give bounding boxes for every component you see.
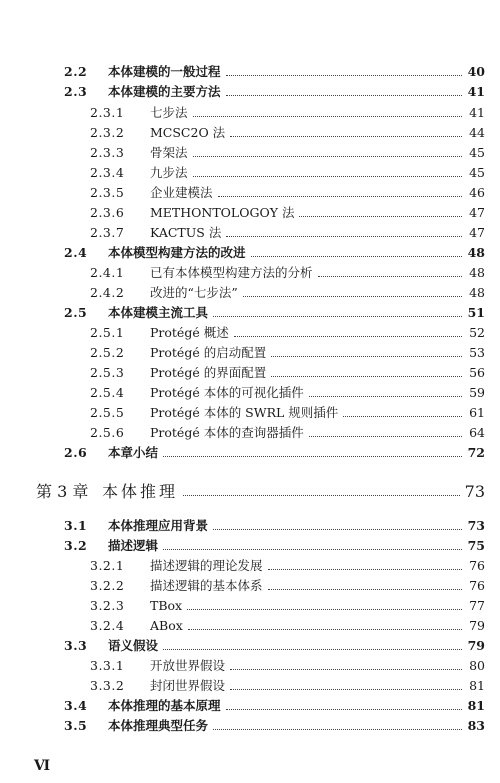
toc-entry-page: 40 bbox=[467, 64, 485, 79]
toc-leader-dots bbox=[226, 74, 462, 76]
toc-leader-dots bbox=[299, 215, 462, 217]
toc-entry-number: 3.3.1 bbox=[90, 658, 125, 673]
toc-leader-dots bbox=[251, 255, 462, 257]
toc-leader-dots bbox=[193, 115, 462, 117]
toc-entry-page: 45 bbox=[469, 145, 485, 160]
toc-entry bbox=[64, 694, 485, 714]
toc-leader-dots bbox=[243, 295, 462, 297]
toc-entry bbox=[90, 594, 485, 614]
toc-entry bbox=[90, 201, 485, 221]
toc-entry-page: 80 bbox=[469, 658, 485, 673]
toc-leader-dots bbox=[226, 235, 462, 237]
page-number-roman: Ⅵ bbox=[34, 758, 51, 774]
toc-leader-dots bbox=[193, 175, 462, 177]
toc-entry-page: 81 bbox=[469, 678, 485, 693]
toc-leader-dots bbox=[183, 494, 460, 496]
toc-entry-title: Protégé 的界面配置 bbox=[150, 365, 267, 380]
toc-entry-page: 56 bbox=[469, 365, 485, 380]
toc-entry-title: 本体建模的一般过程 bbox=[108, 64, 221, 79]
toc-entry-number: 2.2 bbox=[64, 64, 88, 79]
toc-entry-title: 本体推理的基本原理 bbox=[108, 698, 221, 713]
toc-entry bbox=[64, 60, 485, 80]
toc-entry-title: 封闭世界假设 bbox=[150, 678, 226, 693]
toc-entry-number: 2.5.2 bbox=[90, 345, 125, 360]
toc-entry bbox=[64, 241, 485, 261]
toc-entry-title: 描述逻辑的理论发展 bbox=[150, 558, 263, 573]
toc-entry-page: 48 bbox=[467, 245, 485, 260]
toc-entry-title: 语义假设 bbox=[108, 638, 159, 653]
toc-entry-number: 3.3.2 bbox=[90, 678, 125, 693]
toc-leader-dots bbox=[213, 728, 462, 730]
toc-entry-title: Protégé 的启动配置 bbox=[150, 345, 267, 360]
toc-entry-page: 51 bbox=[467, 305, 485, 320]
toc-entry-number: 2.3.2 bbox=[90, 125, 125, 140]
toc-entry-title: 改进的“七步法” bbox=[150, 285, 238, 300]
toc-entry-number: 2.5.6 bbox=[90, 425, 125, 440]
toc-entry bbox=[90, 141, 485, 161]
toc-entry-title: Protégé 本体的 SWRL 规则插件 bbox=[150, 405, 339, 420]
toc-entry-page: 53 bbox=[469, 345, 485, 360]
toc-leader-dots bbox=[343, 415, 462, 417]
toc-entry-number: 2.3.6 bbox=[90, 205, 125, 220]
toc-entry-number: 2.4 bbox=[64, 245, 88, 260]
toc-leader-dots bbox=[226, 94, 462, 96]
toc-entry-page: 52 bbox=[469, 325, 485, 340]
toc-entry-title: 本体建模的主要方法 bbox=[108, 84, 221, 99]
toc-entry-page: 48 bbox=[469, 265, 485, 280]
toc-entry-page: 64 bbox=[469, 425, 485, 440]
toc-entry-title: TBox bbox=[150, 598, 183, 613]
toc-entry-number: 3.2.4 bbox=[90, 618, 125, 633]
toc-entry-page: 77 bbox=[469, 598, 485, 613]
toc-entry bbox=[90, 221, 485, 241]
toc-entry-number: 3.2.1 bbox=[90, 558, 125, 573]
toc-leader-dots bbox=[218, 195, 462, 197]
toc-chapter-entry bbox=[36, 474, 485, 500]
toc-entry-title: METHONTOLOGOY 法 bbox=[150, 205, 295, 220]
toc-entry-page: 45 bbox=[469, 165, 485, 180]
toc-entry bbox=[90, 654, 485, 674]
toc-leader-dots bbox=[193, 155, 462, 157]
toc-entry-number: 第 3 章 bbox=[36, 482, 89, 501]
toc-entry-number: 2.3 bbox=[64, 84, 88, 99]
toc-entry-number: 2.6 bbox=[64, 445, 88, 460]
toc-entry-number: 3.2.3 bbox=[90, 598, 125, 613]
toc-leader-dots bbox=[268, 568, 462, 570]
toc-entry-title: 本体推理应用背景 bbox=[108, 518, 209, 533]
toc-entry bbox=[64, 634, 485, 654]
toc-entry-title: Protégé 本体的可视化插件 bbox=[150, 385, 304, 400]
toc-entry-number: 2.5 bbox=[64, 305, 88, 320]
toc-entry bbox=[90, 401, 485, 421]
toc-entry bbox=[90, 674, 485, 694]
toc-leader-dots bbox=[268, 588, 462, 590]
toc-entry-title: MCSC2O 法 bbox=[150, 125, 226, 140]
toc-entry bbox=[90, 381, 485, 401]
toc-leader-dots bbox=[271, 355, 462, 357]
toc-entry-page: 79 bbox=[467, 638, 485, 653]
toc-entry-title: 本体模型构建方法的改进 bbox=[108, 245, 246, 260]
toc-entry-page: 81 bbox=[467, 698, 485, 713]
toc-leader-dots bbox=[226, 708, 462, 710]
toc-leader-dots bbox=[318, 275, 462, 277]
toc-leader-dots bbox=[163, 648, 462, 650]
toc-entry-number: 2.3.1 bbox=[90, 105, 125, 120]
toc-leader-dots bbox=[230, 135, 462, 137]
toc-entry bbox=[90, 181, 485, 201]
toc-leader-dots bbox=[309, 435, 462, 437]
toc-entry bbox=[90, 281, 485, 301]
toc-entry-title: 开放世界假设 bbox=[150, 658, 226, 673]
toc-entry bbox=[90, 361, 485, 381]
toc-entry-title: 九步法 bbox=[150, 165, 188, 180]
toc-entry-title: 本体推理典型任务 bbox=[108, 718, 209, 733]
toc-entry-title: 描述逻辑的基本体系 bbox=[150, 578, 263, 593]
toc-entry-page: 47 bbox=[469, 225, 485, 240]
toc-entry-number: 2.4.2 bbox=[90, 285, 125, 300]
toc-entry bbox=[90, 101, 485, 121]
toc-entry-number: 2.5.3 bbox=[90, 365, 125, 380]
toc-leader-dots bbox=[188, 628, 462, 630]
toc-entry bbox=[90, 554, 485, 574]
toc-entry bbox=[90, 574, 485, 594]
toc-entry bbox=[90, 261, 485, 281]
toc-entry-page: 72 bbox=[467, 445, 485, 460]
toc-entry-page: 76 bbox=[469, 558, 485, 573]
toc-entry-page: 61 bbox=[469, 405, 485, 420]
toc-entry-number: 3.1 bbox=[64, 518, 88, 533]
toc-leader-dots bbox=[187, 608, 462, 610]
toc-entry bbox=[90, 121, 485, 141]
toc-entry bbox=[64, 441, 485, 461]
toc-leader-dots bbox=[234, 335, 462, 337]
toc-leader-dots bbox=[309, 395, 462, 397]
toc-leader-dots bbox=[271, 375, 462, 377]
toc-entry-number: 3.2.2 bbox=[90, 578, 125, 593]
toc-leader-dots bbox=[213, 315, 462, 317]
toc-entry bbox=[64, 534, 485, 554]
toc-entry-page: 75 bbox=[467, 538, 485, 553]
toc-entry bbox=[64, 80, 485, 100]
toc-entry-title: 本体建模主流工具 bbox=[108, 305, 209, 320]
toc-entry-title: 骨架法 bbox=[150, 145, 188, 160]
toc-entry-page: 76 bbox=[469, 578, 485, 593]
toc-entry-number: 3.4 bbox=[64, 698, 88, 713]
toc-entry bbox=[90, 161, 485, 181]
toc-entry-number: 2.3.7 bbox=[90, 225, 125, 240]
toc-entry bbox=[64, 714, 485, 734]
toc-entry-title: 本体推理 bbox=[102, 482, 179, 501]
toc-entry-page: 83 bbox=[467, 718, 485, 733]
toc-entry bbox=[64, 514, 485, 534]
toc-entry bbox=[90, 341, 485, 361]
toc-entry-page: 41 bbox=[469, 105, 485, 120]
toc-entry-number: 2.5.5 bbox=[90, 405, 125, 420]
toc-entry-number: 3.2 bbox=[64, 538, 88, 553]
toc-entry-page: 48 bbox=[469, 285, 485, 300]
toc-leader-dots bbox=[230, 688, 462, 690]
toc-entry-page: 47 bbox=[469, 205, 485, 220]
toc-entry-title: 企业建模法 bbox=[150, 185, 213, 200]
toc-entry-page: 46 bbox=[469, 185, 485, 200]
toc-leader-dots bbox=[213, 528, 462, 530]
toc-entry-page: 41 bbox=[467, 84, 485, 99]
toc-entry-number: 2.3.3 bbox=[90, 145, 125, 160]
toc-entry-title: 七步法 bbox=[150, 105, 188, 120]
toc-entry-page: 73 bbox=[464, 482, 485, 501]
toc-entry-number: 3.3 bbox=[64, 638, 88, 653]
toc-entry bbox=[90, 614, 485, 634]
toc-entry-number: 2.5.4 bbox=[90, 385, 125, 400]
toc-entry-title: Protégé 本体的查询器插件 bbox=[150, 425, 304, 440]
toc-entry bbox=[90, 421, 485, 441]
toc-leader-dots bbox=[230, 668, 462, 670]
toc-entry-title: 描述逻辑 bbox=[108, 538, 159, 553]
toc-entry-title: 已有本体模型构建方法的分析 bbox=[150, 265, 313, 280]
toc-entry-page: 79 bbox=[469, 618, 485, 633]
toc-entry-title: ABox bbox=[150, 618, 183, 633]
toc-entry bbox=[64, 301, 485, 321]
toc-entry-title: 本章小结 bbox=[108, 445, 159, 460]
toc-entry-number: 2.4.1 bbox=[90, 265, 125, 280]
toc-entry-page: 44 bbox=[469, 125, 485, 140]
toc-entry-page: 73 bbox=[467, 518, 485, 533]
toc-leader-dots bbox=[163, 455, 462, 457]
toc-entry-number: 2.3.4 bbox=[90, 165, 125, 180]
toc-leader-dots bbox=[163, 548, 462, 550]
toc-entry-page: 59 bbox=[469, 385, 485, 400]
toc-entry-title: KACTUS 法 bbox=[150, 225, 222, 240]
toc-entry-number: 3.5 bbox=[64, 718, 88, 733]
toc-entry-number: 2.5.1 bbox=[90, 325, 125, 340]
toc-entry-number: 2.3.5 bbox=[90, 185, 125, 200]
toc-entry-title: Protégé 概述 bbox=[150, 325, 229, 340]
toc-entry bbox=[90, 321, 485, 341]
